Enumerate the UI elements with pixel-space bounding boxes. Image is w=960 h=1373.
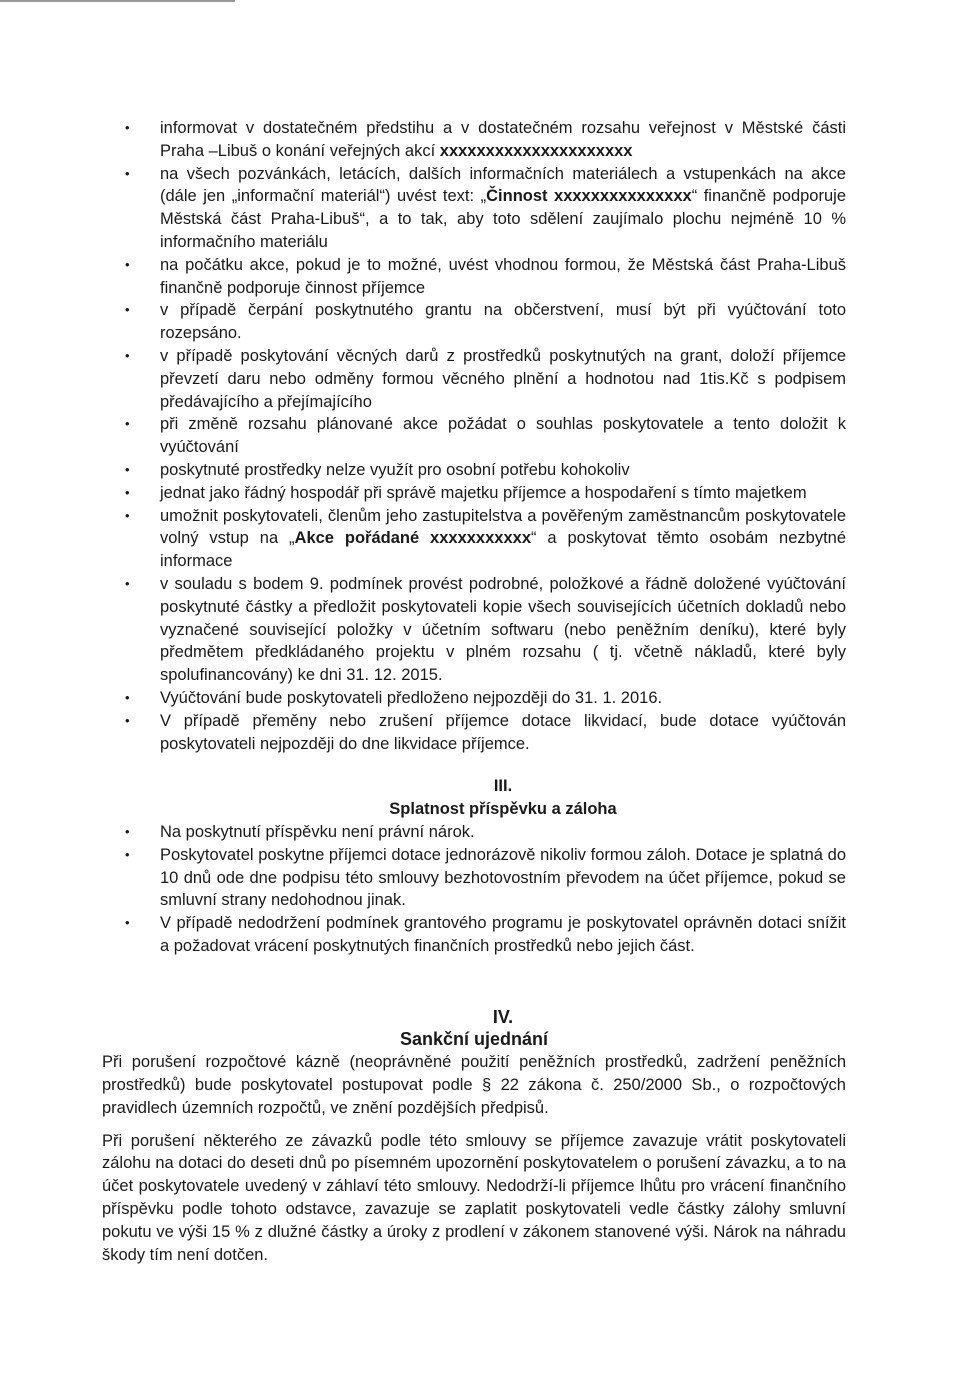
list-item: • Na poskytnutí příspěvku není právní nárok. — [102, 821, 846, 844]
paragraph: Při porušení rozpočtové kázně (neoprávněné použití peněžních prostředků, zadržení peněžních prostředků) bude poskytovatel postupovat podle § 22 zákona č. 250/2000 Sb., o rozpočtových pravidlech územních rozpočtů, ve znění pozdějších předpisů. — [102, 1053, 846, 1117]
list-item: • V případě nedodržení podmínek grantového programu je poskytovatel oprávněn dotaci snížit a požadovat vrácení poskytnutých finančních prostředků nebo jejich část. — [102, 912, 846, 958]
list-item: • v případě poskytování věcných darů z prostředků poskytnutých na grant, doloží příjemce převzetí daru nebo odměny formou věcného plnění a hodnotou nad 1tis.Kč s podpisem předávajícího a přejímajícího — [102, 345, 846, 413]
list-item: • umožnit poskytovateli, členům jeho zastupitelstva a pověřeným zaměstnancům poskytovatele volný vstup na „Akce pořádané xxxxxxxxxxx“ a poskytovat těmto osobám nezbytné informace — [102, 505, 846, 573]
list-item: • v souladu s bodem 9. podmínek provést podrobné, položkové a řádně doložené vyúčtování poskytnuté částky a předložit poskytovateli kopie všech souvisejících účetních dokladů nebo vyznačené související položky v účetním softwaru (nebo peněžním deníku), které byly předmětem předkládaného projektu v plném rozsahu ( tj. včetně nákladů, které byly spolufinancovány) ke dni 31. 12. 2015. — [102, 573, 846, 687]
list-item: • Vyúčtování bude poskytovateli předloženo nejpozději do 31. 1. 2016. — [102, 687, 846, 710]
list-item: • Poskytovatel poskytne příjemci dotace jednorázově nikoliv formou záloh. Dotace je splatná do 10 dnů ode dne podpisu této smlouvy bezhotovostním převodem na účet příjemce, pokud se smluvní strany nedohodnou jinak. — [102, 844, 846, 912]
redacted-text: xxxxxxxxxxxxxxxxxxxxx — [439, 141, 633, 160]
document-page — [102, 117, 846, 1266]
paragraph: Při porušení některého ze závazků podle této smlouvy se příjemce zavazuje vrátit poskytovateli zálohu na dotaci do deseti dnů po písemném upozornění poskytovatelem o porušení závazku, a to na účet poskytovatele uvedený v záhlaví této smlouvy. Nedodrží-li příjemce lhůtu pro vrácení finančního příspěvku podle tohoto odstavce, zavazuje se zaplatit poskytovateli vedle částky zálohy smluvní pokutu ve výši 15 % z dlužné částky a úroky z prodlení v zákonem stanovené výši. Nárok na náhradu škody tím není dotčen. — [102, 1131, 846, 1264]
section-number: III. — [493, 777, 513, 796]
list-item: • V případě přeměny nebo zrušení příjemce dotace likvidací, bude dotace vyúčtován poskytovateli nejpozději do dne likvidace příjemce. — [102, 710, 846, 756]
list-item: • při změně rozsahu plánované akce požádat o souhlas poskytovatele a tento doložit k vyúčtování — [102, 413, 846, 459]
list-item: • na počátku akce, pokud je to možné, uvést vhodnou formou, že Městská část Praha-Libuš finančně podporuje činnost příjemce — [102, 254, 846, 300]
list-item: • informovat v dostatečném předstihu a v dostatečném rozsahu veřejnost v Městské části Praha –Libuš o konání veřejných akcí xxxxxxxxxxxxxxxxxxxxx — [102, 117, 846, 163]
obligations-list — [102, 117, 846, 755]
top-edge-rule — [0, 0, 235, 2]
list-item: • v případě čerpání poskytnutého grantu na občerstvení, musí být při vyúčtování toto rozepsáno. — [102, 299, 846, 345]
list-item: • jednat jako řádný hospodář při správě majetku příjemce a hospodaření s tímto majetkem — [102, 482, 846, 505]
section-number: IV. — [492, 1006, 514, 1027]
list-item: • na všech pozvánkách, letácích, dalších informačních materiálech a vstupenkách na akce (dále jen „informační materiál“) uvést text: „Činnost xxxxxxxxxxxxxxx“ finančně podporuje Městská část Praha-Libuš“, a to tak, aby toto sdělení zaujímalo plochu nejméně 10 % informačního materiálu — [102, 163, 846, 254]
section-title: Splatnost příspěvku a záloha — [389, 800, 617, 819]
payment-list — [102, 821, 846, 958]
list-item: • poskytnuté prostředky nelze využít pro osobní potřebu kohokoliv — [102, 459, 846, 482]
redacted-text: Činnost xxxxxxxxxxxxxxx — [486, 187, 692, 206]
section-title: Sankční ujednání — [399, 1029, 549, 1050]
redacted-text: Akce pořádané xxxxxxxxxxx — [294, 529, 531, 548]
